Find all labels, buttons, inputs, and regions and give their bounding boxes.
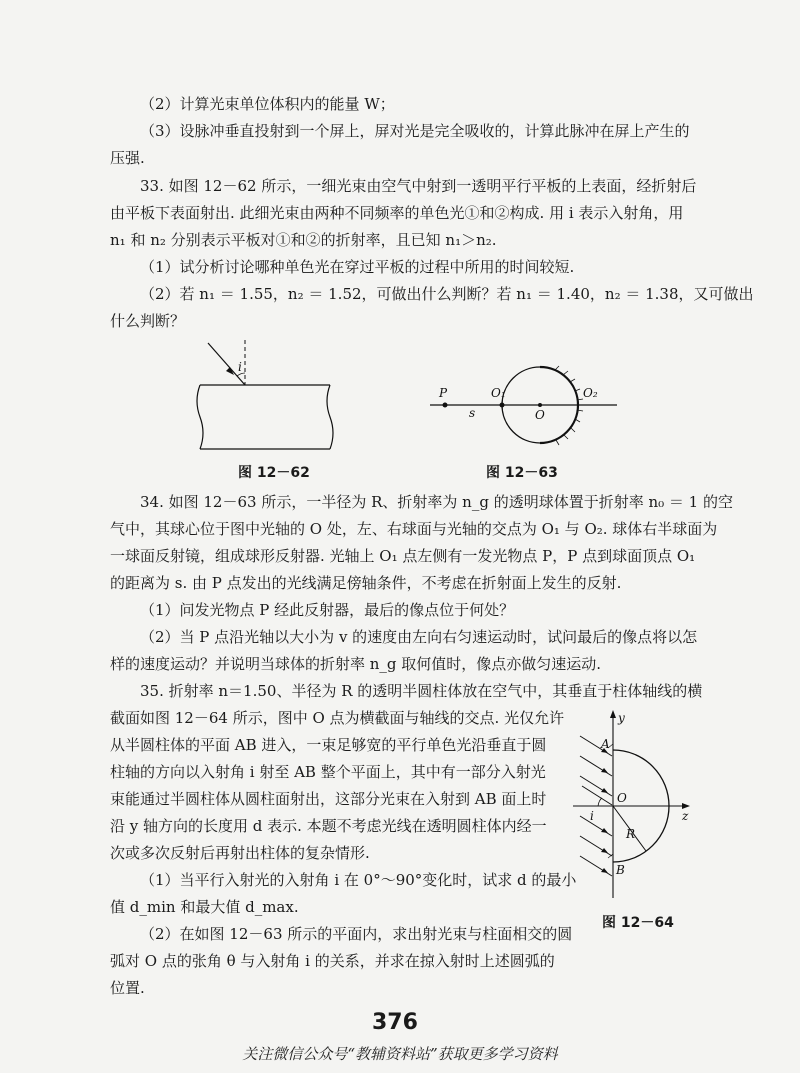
text-line: 由平板下表面射出. 此细光束由两种不同频率的单色光①和②构成. 用 i 表示入射角，用 <box>110 204 684 222</box>
figure-caption: 图 12－62 <box>238 465 310 481</box>
text-line: （1）问发光物点 P 经此反射器，最后的像点位于何处？ <box>140 601 515 619</box>
text-line: （3）设脉冲垂直投射到一个屏上，屏对光是完全吸收的，计算此脉冲在屏上产生的 <box>140 122 690 140</box>
text-line: 截面如图 12－64 所示，图中 O 点为横截面与轴线的交点. 光仅允许 <box>110 709 565 727</box>
text-line: 33. 如图 12－62 所示，一细光束由空气中射到一透明平行平板的上表面，经折射后 <box>140 177 697 195</box>
point-A-label: A <box>601 737 610 751</box>
axis-z-label: z <box>682 809 689 823</box>
radius-R-label: R <box>626 827 636 841</box>
text-line: 样的速度运动？并说明当球体的折射率 n_g 取何值时，像点亦做匀速运动. <box>110 655 602 673</box>
text-line: 一球面反射镜，组成球形反射器. 光轴上 O₁ 点左侧有一发光物点 P，P 点到球面顶点 O₁ <box>110 547 696 565</box>
text-line: （1）当平行入射光的入射角 i 在 0°～90°变化时，试求 d 的最小 <box>140 871 577 889</box>
figure-12-63 <box>425 335 625 460</box>
point-B-label: B <box>616 863 625 877</box>
text-line: 气中，其球心位于图中光轴的 O 处，左、右球面与光轴的交点为 O₁ 与 O₂. 球体右半球面为 <box>110 520 718 538</box>
figure-caption: 图 12－64 <box>602 915 674 931</box>
point-O-label: O <box>535 408 545 422</box>
figure-12-64 <box>568 708 703 908</box>
angle-i-label: i <box>590 809 594 823</box>
text-line: 位置. <box>110 979 145 997</box>
text-line: 什么判断？ <box>110 312 186 330</box>
text-line: 弧对 O 点的张角 θ 与入射角 i 的关系，并求在掠入射时上述圆弧的 <box>110 952 555 970</box>
distance-s-label: s <box>469 406 476 420</box>
point-O2-label: O₂ <box>583 386 598 400</box>
text-line: 柱轴的方向以入射角 i 射至 AB 整个平面上，其中有一部分入射光 <box>110 763 546 781</box>
point-O-label: O <box>617 791 627 805</box>
text-line: 沿 y 轴方向的长度用 d 表示. 本题不考虑光线在透明圆柱体内经一 <box>110 817 547 835</box>
text-line: （1）试分析讨论哪种单色光在穿过平板的过程中所用的时间较短. <box>140 258 575 276</box>
text-line: 次或多次反射后再射出柱体的复杂情形. <box>110 844 370 862</box>
text-line: 34. 如图 12－63 所示，一半径为 R、折射率为 n_g 的透明球体置于折射率 n₀ ＝ 1 的空 <box>140 493 733 511</box>
figure-12-62 <box>190 335 340 460</box>
figure-caption: 图 12－63 <box>486 465 558 481</box>
text-line: （2）在如图 12－63 所示的平面内，求出射光束与柱面相交的圆 <box>140 925 573 943</box>
point-P-label: P <box>439 386 448 400</box>
text-line: 束能通过半圆柱体从圆柱面射出，这部分光束在入射到 AB 面上时 <box>110 790 547 808</box>
footer-text: 关注微信公众号“教辅资料站”获取更多学习资料 <box>242 1045 558 1063</box>
text-line: 的距离为 s. 由 P 点发出的光线满足傍轴条件，不考虑在折射面上发生的反射. <box>110 574 622 592</box>
text-line: n₁ 和 n₂ 分别表示平板对①和②的折射率，且已知 n₁＞n₂. <box>110 231 497 249</box>
text-line: （2）计算光束单位体积内的能量 W； <box>140 95 395 113</box>
text-line: （2）若 n₁ ＝ 1.55，n₂ ＝ 1.52，可做出什么判断？若 n₁ ＝ 1.40，n₂ ＝ 1.38，又可做出 <box>140 285 754 303</box>
text-line: 从半圆柱体的平面 AB 进入，一束足够宽的平行单色光沿垂直于圆 <box>110 736 547 754</box>
point-O1-label: O₁ <box>491 386 506 400</box>
text-line: （2）当 P 点沿光轴以大小为 v 的速度由左向右匀速运动时，试问最后的像点将以怎 <box>140 628 698 646</box>
text-line: 35. 折射率 n＝1.50、半径为 R 的透明半圆柱体放在空气中，其垂直于柱体轴线的横 <box>140 682 703 700</box>
page-number: 376 <box>372 1010 418 1035</box>
angle-i-label: i <box>238 360 242 374</box>
text-line: 值 d_min 和最大值 d_max. <box>110 898 299 916</box>
text-line: 压强. <box>110 149 145 167</box>
axis-y-label: y <box>618 711 625 725</box>
